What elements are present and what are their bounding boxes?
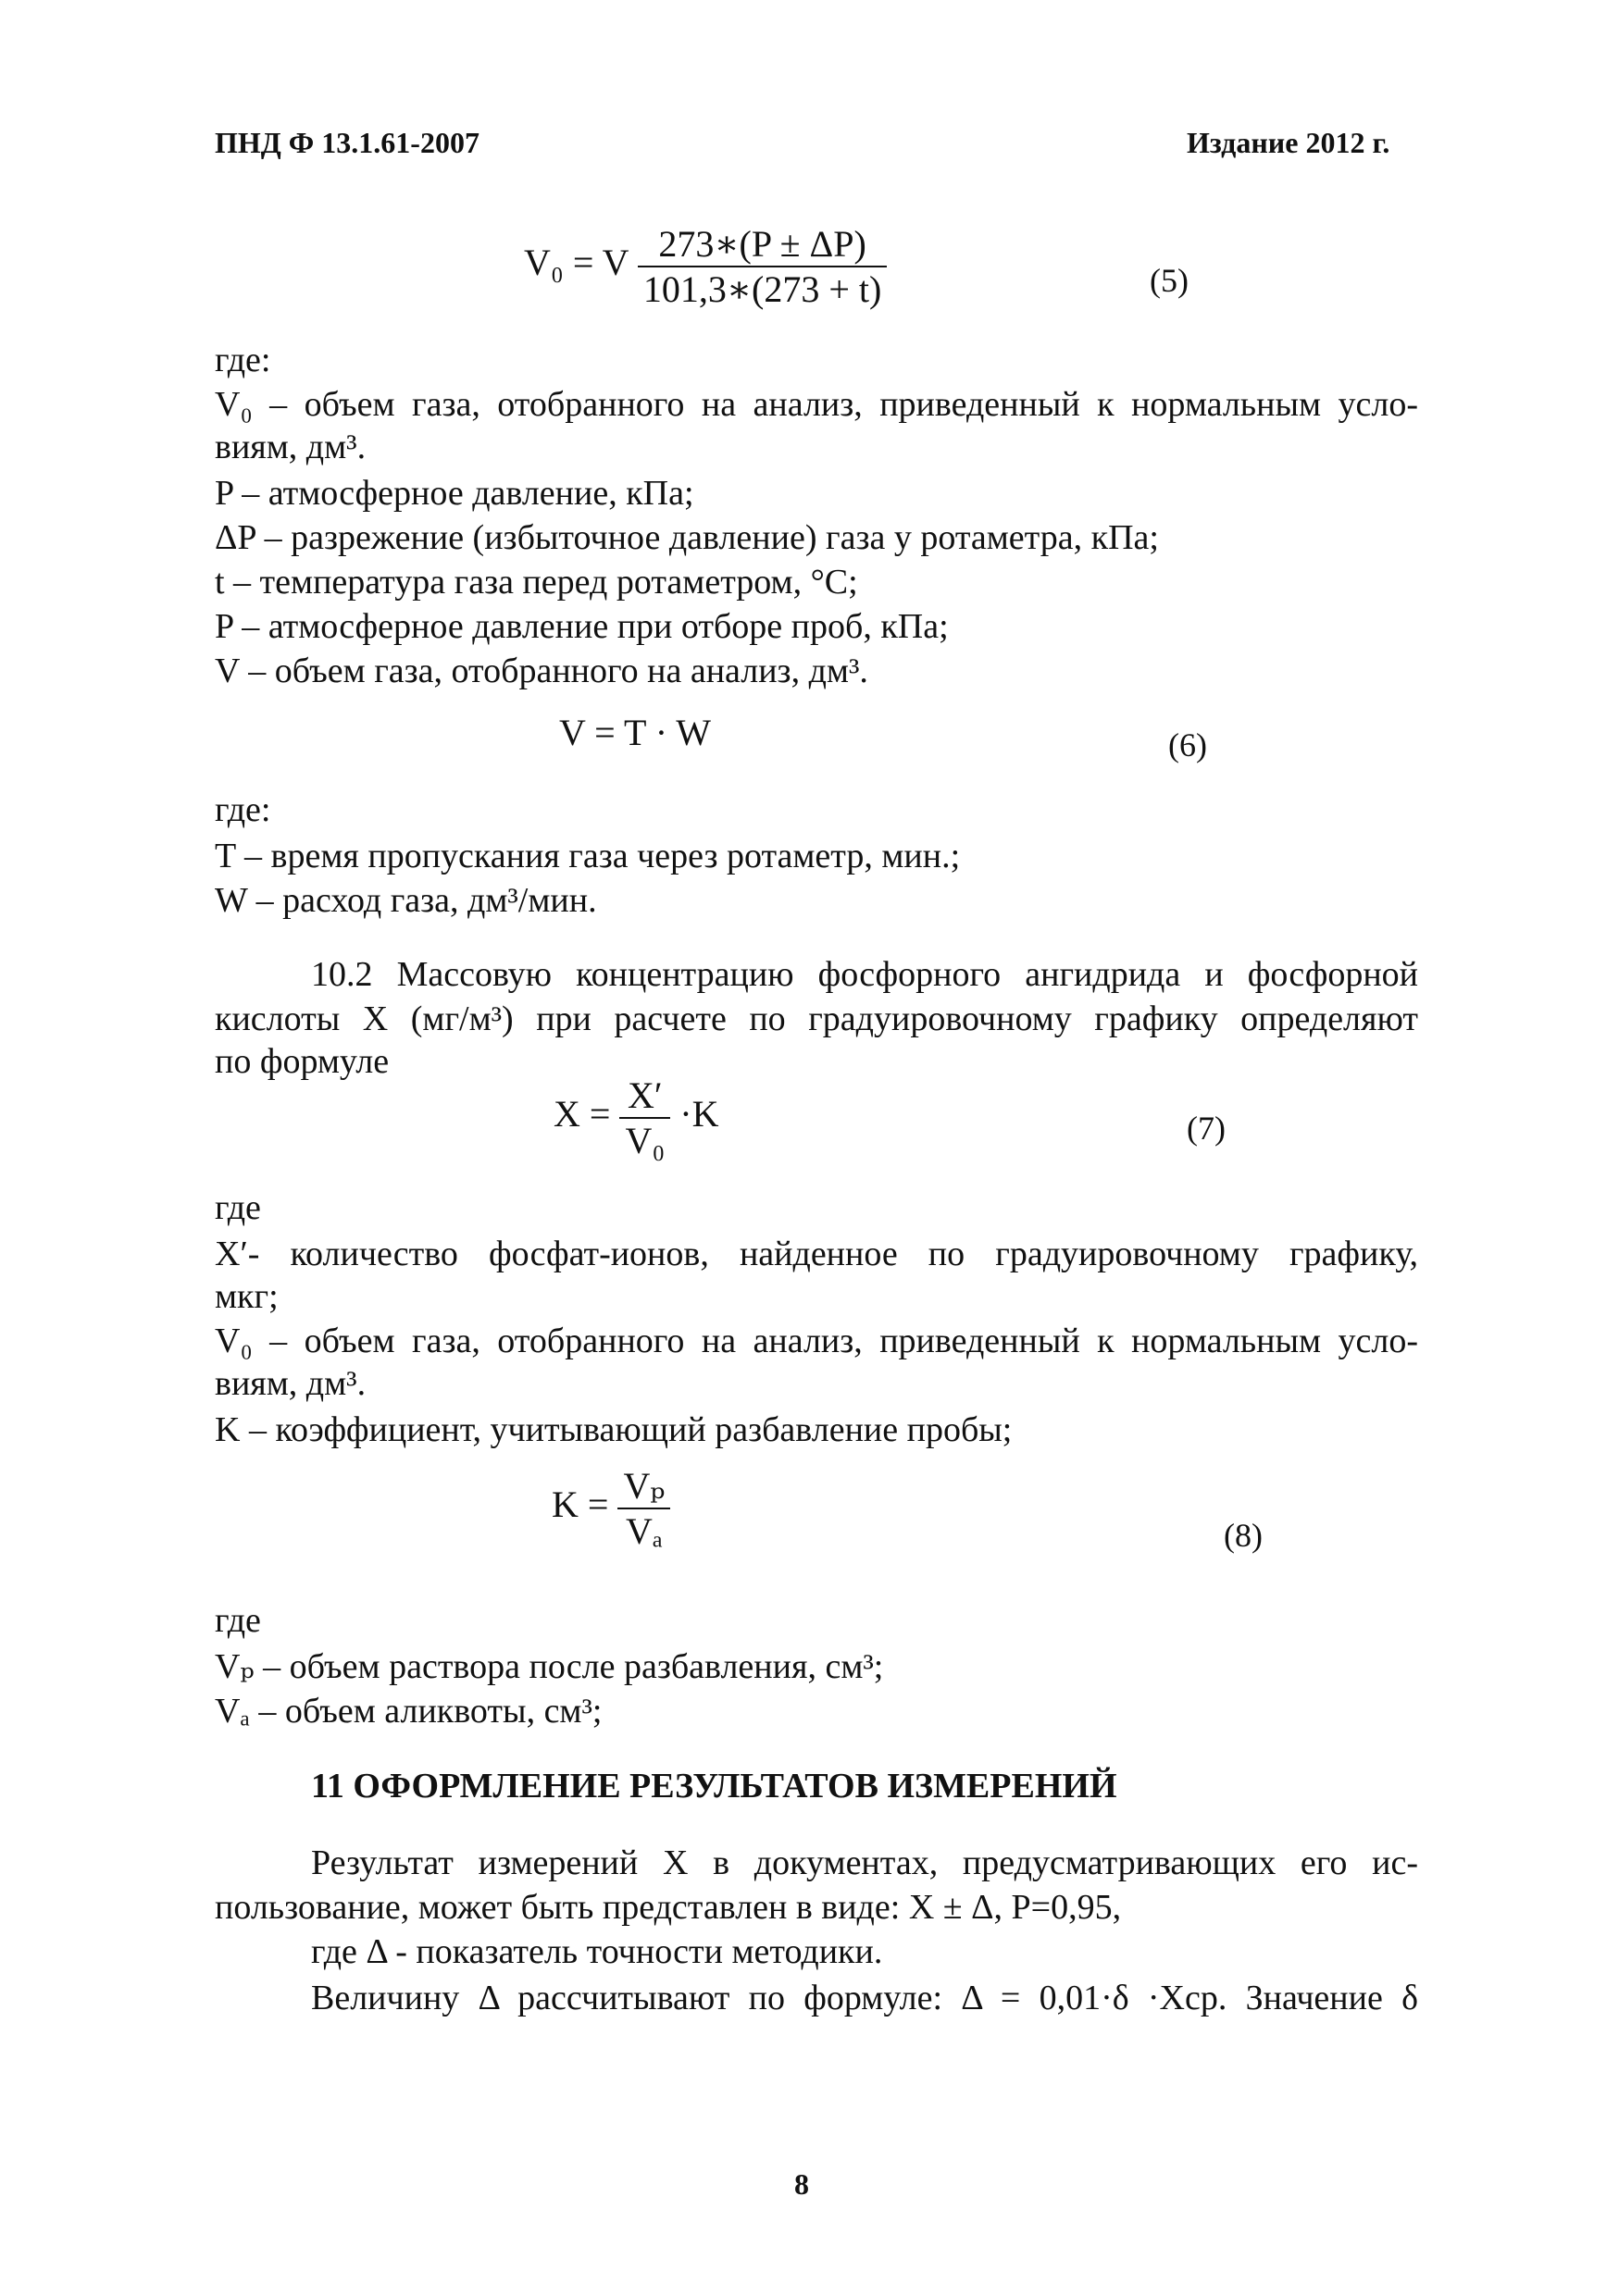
- T-definition: T – время пропускания газа через ротаметр, мин.;: [215, 837, 961, 875]
- W-definition: W – расход газа, дм³/мин.: [215, 881, 597, 920]
- result-para-line2: пользование, может быть представлен в виде: X ± Δ, P=0,95,: [215, 1888, 1122, 1927]
- dp-definition: ΔP – разрежение (избыточное давление) газа у ротаметра, кПа;: [215, 518, 1159, 557]
- formula-7-fraction: [619, 1074, 670, 1162]
- formula-5-fraction: [638, 222, 888, 311]
- para-10-2-line1: 10.2 Массовую концентрацию фосфорного ангидрида и фосфорной: [311, 955, 1418, 994]
- formula-7-rhs: ·K: [679, 1093, 719, 1136]
- formula-8: [552, 1464, 670, 1553]
- p-definition: P – атмосферное давление, кПа;: [215, 474, 694, 513]
- vp-definition: Vₚ – объем раствора после разбавления, см³;: [215, 1647, 884, 1686]
- formula-7-numerator: X′: [619, 1074, 670, 1119]
- formula-7-number: (7): [1187, 1110, 1226, 1147]
- formula-6-number: (6): [1168, 726, 1207, 763]
- formula-7-denominator: V₀: [625, 1120, 666, 1161]
- xprime-definition-line2: мкг;: [215, 1277, 279, 1316]
- formula-5: [524, 222, 887, 311]
- section-11-heading: 11 ОФОРМЛЕНИЕ РЕЗУЛЬТАТОВ ИЗМЕРЕНИЙ: [311, 1767, 1117, 1806]
- formula-8-lhs: K =: [552, 1483, 609, 1526]
- formula-6: V = T · W: [559, 712, 712, 753]
- v0-definition2-line1: V₀ – объем газа, отобранного на анализ, приведенный к нормальным усло-: [215, 1322, 1418, 1360]
- v-definition: V – объем газа, отобранного на анализ, дм³.: [215, 652, 868, 690]
- result-para-line3: где Δ - показатель точности методики.: [311, 1932, 883, 1971]
- formula-5-number: (5): [1150, 262, 1189, 299]
- where-label: где:: [215, 790, 271, 829]
- xprime-definition-line1: X′- количество фосфат-ионов, найденное по градуировочному графику,: [215, 1235, 1418, 1273]
- result-para-line1: Результат измерений X в документах, предусматривающих его ис-: [311, 1843, 1418, 1882]
- formula-5-numerator: 273∗(P ± ΔP): [638, 222, 888, 267]
- formula-8-number: (8): [1224, 1517, 1263, 1554]
- where-label: где: [215, 1601, 261, 1640]
- K-definition: K – коэффициент, учитывающий разбавление пробы;: [215, 1410, 1013, 1449]
- formula-7: [554, 1074, 719, 1162]
- edition: Издание 2012 г.: [1187, 126, 1390, 159]
- where-label: где:: [215, 341, 271, 379]
- result-para-line4: Величину Δ рассчитывают по формуле: Δ = 0,01·δ ·Xср. Значение δ: [311, 1979, 1418, 2017]
- v0-definition2-line2: виям, дм³.: [215, 1364, 367, 1403]
- para-10-2-line3: по формуле: [215, 1042, 390, 1081]
- page-number: 8: [794, 2167, 809, 2201]
- v0-definition-line2: виям, дм³.: [215, 428, 367, 466]
- formula-8-fraction: [617, 1464, 670, 1553]
- v0-definition-line1: V₀ – объем газа, отобранного на анализ, приведенный к нормальным усло-: [215, 385, 1418, 424]
- para-10-2-line2: кислоты X (мг/м³) при расчете по градуировочному графику определяют: [215, 999, 1418, 1038]
- va-definition: Vₐ – объем аликвоты, см³;: [215, 1692, 603, 1731]
- t-definition: t – температура газа перед ротаметром, °С;: [215, 563, 858, 602]
- where-label: где: [215, 1188, 261, 1227]
- doc-code: ПНД Ф 13.1.61-2007: [215, 126, 479, 159]
- p-sampling-definition: P – атмосферное давление при отборе проб, кПа;: [215, 607, 949, 646]
- formula-5-lhs: V₀ = V: [524, 242, 629, 284]
- formula-8-denominator: Vₐ: [625, 1510, 663, 1552]
- formula-8-numerator: Vₚ: [617, 1464, 670, 1509]
- formula-7-lhs: X =: [554, 1093, 611, 1136]
- formula-5-denominator: 101,3∗(273 + t): [642, 268, 882, 310]
